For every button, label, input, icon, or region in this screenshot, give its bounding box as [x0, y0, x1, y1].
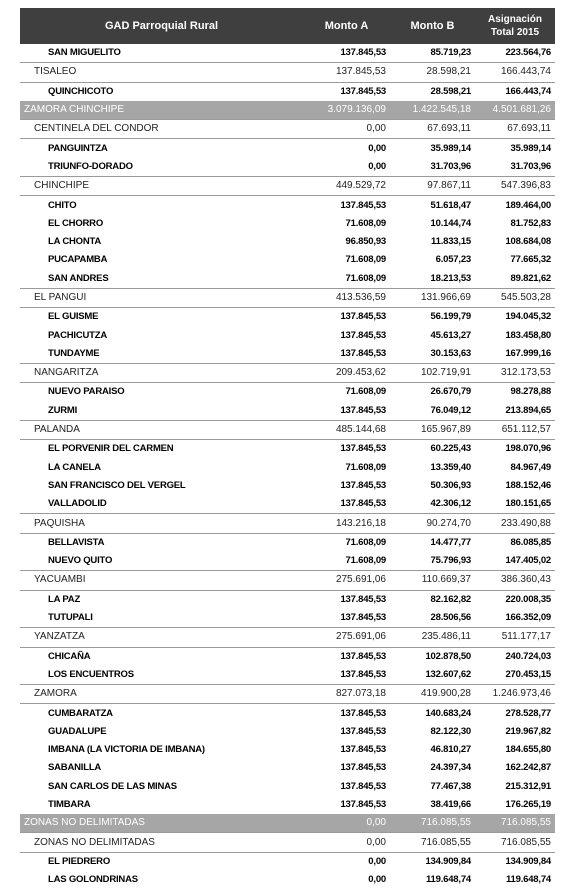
monto-a-cell: 0,00: [303, 833, 390, 852]
parish-row: [20, 308, 555, 327]
row-name-cell: CHICAÑA: [20, 647, 303, 666]
row-name-cell: QUINCHICOTO: [20, 82, 303, 101]
row-name-cell: CHITO: [20, 196, 303, 215]
row-name-cell: VALLADOLID: [20, 495, 303, 514]
total-cell: 81.752,83: [475, 215, 555, 233]
total-cell: 86.085,85: [475, 533, 555, 552]
total-cell: 213.894,65: [475, 402, 555, 421]
row-name-cell: ZONAS NO DELIMITADAS: [20, 833, 303, 852]
monto-a-cell: 449.529,72: [303, 177, 390, 196]
row-name-cell: NUEVO PARAISO: [20, 383, 303, 402]
monto-b-cell: 77.467,38: [390, 778, 475, 796]
row-name-cell: EL PORVENIR DEL CARMEN: [20, 440, 303, 459]
parish-row: [20, 778, 555, 796]
row-name-cell: PUCAPAMBA: [20, 251, 303, 269]
total-cell: 651.112,57: [475, 420, 555, 439]
row-name-cell: PANGUINTZA: [20, 139, 303, 158]
header-asignacion-total: [475, 8, 555, 44]
row-name-cell: PACHICUTZA: [20, 326, 303, 344]
total-cell: 180.151,65: [475, 495, 555, 514]
monto-b-cell: 85.719,23: [390, 44, 475, 63]
monto-a-cell: 209.453,62: [303, 364, 390, 383]
canton-row: [20, 63, 555, 82]
monto-b-cell: 30.153,63: [390, 345, 475, 364]
total-cell: 716.085,55: [475, 814, 555, 833]
total-cell: 166.443,74: [475, 82, 555, 101]
row-name-cell: IMBANA (LA VICTORIA DE IMBANA): [20, 741, 303, 759]
monto-b-cell: 82.162,82: [390, 590, 475, 609]
monto-a-cell: 137.845,53: [303, 741, 390, 759]
monto-a-cell: 137.845,53: [303, 778, 390, 796]
monto-a-cell: 137.845,53: [303, 647, 390, 666]
monto-b-cell: 45.613,27: [390, 326, 475, 344]
total-cell: 176.265,19: [475, 796, 555, 814]
table-header-row: [20, 8, 555, 44]
monto-a-cell: 137.845,53: [303, 477, 390, 495]
monto-b-cell: 102.719,91: [390, 364, 475, 383]
row-name-cell: LA CHONTA: [20, 233, 303, 251]
monto-b-cell: 26.670,79: [390, 383, 475, 402]
total-cell: 134.909,84: [475, 852, 555, 871]
monto-a-cell: 0,00: [303, 871, 390, 889]
monto-b-cell: 110.669,37: [390, 571, 475, 590]
parish-row: [20, 759, 555, 777]
parish-row: [20, 552, 555, 571]
canton-row: [20, 364, 555, 383]
total-cell: 31.703,96: [475, 158, 555, 177]
canton-row: [20, 685, 555, 704]
monto-b-cell: 11.833,15: [390, 233, 475, 251]
parish-row: [20, 723, 555, 741]
row-name-cell: LA PAZ: [20, 590, 303, 609]
monto-b-cell: 14.477,77: [390, 533, 475, 552]
parish-row: [20, 590, 555, 609]
parish-row: [20, 440, 555, 459]
parish-row: [20, 251, 555, 269]
row-name-cell: EL PANGUI: [20, 288, 303, 307]
row-name-cell: SAN FRANCISCO DEL VERGEL: [20, 477, 303, 495]
row-name-cell: LAS GOLONDRINAS: [20, 871, 303, 889]
monto-b-cell: 56.199,79: [390, 308, 475, 327]
monto-a-cell: 137.845,53: [303, 666, 390, 685]
row-name-cell: SABANILLA: [20, 759, 303, 777]
total-cell: 233.490,88: [475, 514, 555, 533]
parish-row: [20, 158, 555, 177]
row-name-cell: NUEVO QUITO: [20, 552, 303, 571]
monto-b-cell: 140.683,24: [390, 704, 475, 723]
header-gad-parroquial: GAD Parroquial Rural: [20, 8, 303, 44]
row-name-cell: CHINCHIPE: [20, 177, 303, 196]
parish-row: [20, 345, 555, 364]
row-name-cell: LA CANELA: [20, 459, 303, 477]
total-cell: 716.085,55: [475, 833, 555, 852]
total-cell: 547.396,83: [475, 177, 555, 196]
parish-row: [20, 139, 555, 158]
row-name-cell: TUTUPALI: [20, 609, 303, 628]
monto-b-cell: 97.867,11: [390, 177, 475, 196]
row-name-cell: ZURMI: [20, 402, 303, 421]
row-name-cell: EL GUISME: [20, 308, 303, 327]
parish-row: [20, 495, 555, 514]
total-cell: 188.152,46: [475, 477, 555, 495]
total-cell: 223.564,76: [475, 44, 555, 63]
total-cell: 89.821,62: [475, 270, 555, 289]
row-name-cell: YANZATZA: [20, 628, 303, 647]
total-cell: 219.967,82: [475, 723, 555, 741]
monto-b-cell: 76.049,12: [390, 402, 475, 421]
monto-a-cell: 0,00: [303, 139, 390, 158]
total-cell: 84.967,49: [475, 459, 555, 477]
canton-row: [20, 833, 555, 852]
monto-a-cell: 71.608,09: [303, 215, 390, 233]
monto-a-cell: 413.536,59: [303, 288, 390, 307]
monto-a-cell: 275.691,06: [303, 628, 390, 647]
monto-a-cell: 71.608,09: [303, 251, 390, 269]
parish-row: [20, 402, 555, 421]
monto-a-cell: 0,00: [303, 120, 390, 139]
canton-row: [20, 628, 555, 647]
monto-a-cell: 137.845,53: [303, 196, 390, 215]
canton-row: [20, 514, 555, 533]
parish-row: [20, 215, 555, 233]
total-cell: 98.278,88: [475, 383, 555, 402]
monto-b-cell: 18.213,53: [390, 270, 475, 289]
monto-a-cell: 137.845,53: [303, 308, 390, 327]
monto-b-cell: 716.085,55: [390, 814, 475, 833]
monto-a-cell: 137.845,53: [303, 440, 390, 459]
monto-b-cell: 1.422.545,18: [390, 101, 475, 120]
row-name-cell: SAN ANDRES: [20, 270, 303, 289]
monto-a-cell: 137.845,53: [303, 44, 390, 63]
total-cell: 35.989,14: [475, 139, 555, 158]
total-cell: 183.458,80: [475, 326, 555, 344]
monto-b-cell: 51.618,47: [390, 196, 475, 215]
total-cell: 189.464,00: [475, 196, 555, 215]
parish-row: [20, 871, 555, 889]
row-name-cell: EL PIEDRERO: [20, 852, 303, 871]
monto-a-cell: 137.845,53: [303, 402, 390, 421]
monto-a-cell: 137.845,53: [303, 609, 390, 628]
parish-row: [20, 741, 555, 759]
row-name-cell: BELLAVISTA: [20, 533, 303, 552]
total-cell: 67.693,11: [475, 120, 555, 139]
parish-row: [20, 666, 555, 685]
parish-row: [20, 270, 555, 289]
row-name-cell: PALANDA: [20, 420, 303, 439]
monto-a-cell: 96.850,93: [303, 233, 390, 251]
row-name-cell: CUMBARATZA: [20, 704, 303, 723]
parish-row: [20, 326, 555, 344]
monto-b-cell: 67.693,11: [390, 120, 475, 139]
total-cell: 198.070,96: [475, 440, 555, 459]
monto-a-cell: 137.845,53: [303, 704, 390, 723]
monto-a-cell: 137.845,53: [303, 796, 390, 814]
row-name-cell: SAN CARLOS DE LAS MINAS: [20, 778, 303, 796]
parish-row: [20, 82, 555, 101]
monto-b-cell: 134.909,84: [390, 852, 475, 871]
row-name-cell: TRIUNFO-DORADO: [20, 158, 303, 177]
monto-b-cell: 42.306,12: [390, 495, 475, 514]
parish-row: [20, 383, 555, 402]
header-total-line1: Asignación: [488, 14, 542, 25]
row-name-cell: EL CHORRO: [20, 215, 303, 233]
monto-b-cell: 132.607,62: [390, 666, 475, 685]
total-cell: 4.501.681,26: [475, 101, 555, 120]
parish-row: [20, 44, 555, 63]
canton-row: [20, 177, 555, 196]
monto-b-cell: 60.225,43: [390, 440, 475, 459]
monto-a-cell: 71.608,09: [303, 552, 390, 571]
monto-a-cell: 143.216,18: [303, 514, 390, 533]
monto-a-cell: 0,00: [303, 852, 390, 871]
total-cell: 278.528,77: [475, 704, 555, 723]
monto-b-cell: 13.359,40: [390, 459, 475, 477]
monto-b-cell: 102.878,50: [390, 647, 475, 666]
total-cell: 184.655,80: [475, 741, 555, 759]
monto-b-cell: 6.057,23: [390, 251, 475, 269]
monto-a-cell: 3.079.136,09: [303, 101, 390, 120]
row-name-cell: NANGARITZA: [20, 364, 303, 383]
row-name-cell: CENTINELA DEL CONDOR: [20, 120, 303, 139]
parish-row: [20, 233, 555, 251]
monto-a-cell: 71.608,09: [303, 383, 390, 402]
header-monto-a: Monto A: [303, 8, 390, 44]
canton-row: [20, 571, 555, 590]
row-name-cell: ZAMORA: [20, 685, 303, 704]
parish-row: [20, 647, 555, 666]
header-monto-b: Monto B: [390, 8, 475, 44]
row-name-cell: SAN MIGUELITO: [20, 44, 303, 63]
monto-b-cell: 82.122,30: [390, 723, 475, 741]
monto-b-cell: 75.796,93: [390, 552, 475, 571]
parish-row: [20, 609, 555, 628]
parish-row: [20, 852, 555, 871]
monto-b-cell: 28.598,21: [390, 63, 475, 82]
parish-row: [20, 477, 555, 495]
monto-a-cell: 0,00: [303, 814, 390, 833]
monto-a-cell: 137.845,53: [303, 495, 390, 514]
total-cell: 386.360,43: [475, 571, 555, 590]
total-cell: 511.177,17: [475, 628, 555, 647]
total-cell: 312.173,53: [475, 364, 555, 383]
total-cell: 162.242,87: [475, 759, 555, 777]
monto-a-cell: 275.691,06: [303, 571, 390, 590]
row-name-cell: TUNDAYME: [20, 345, 303, 364]
monto-b-cell: 31.703,96: [390, 158, 475, 177]
total-cell: 270.453,15: [475, 666, 555, 685]
monto-b-cell: 90.274,70: [390, 514, 475, 533]
monto-a-cell: 827.073,18: [303, 685, 390, 704]
row-name-cell: GUADALUPE: [20, 723, 303, 741]
monto-a-cell: 137.845,53: [303, 82, 390, 101]
canton-row: [20, 420, 555, 439]
row-name-cell: TISALEO: [20, 63, 303, 82]
row-name-cell: PAQUISHA: [20, 514, 303, 533]
monto-b-cell: 28.598,21: [390, 82, 475, 101]
row-name-cell: TIMBARA: [20, 796, 303, 814]
allocation-sheet: [20, 8, 555, 889]
total-cell: 1.246.973,46: [475, 685, 555, 704]
monto-a-cell: 137.845,53: [303, 723, 390, 741]
monto-b-cell: 235.486,11: [390, 628, 475, 647]
allocation-table: [20, 8, 555, 889]
row-name-cell: LOS ENCUENTROS: [20, 666, 303, 685]
row-name-cell: ZAMORA CHINCHIPE: [20, 101, 303, 120]
monto-b-cell: 28.506,56: [390, 609, 475, 628]
parish-row: [20, 533, 555, 552]
row-name-cell: ZONAS NO DELIMITADAS: [20, 814, 303, 833]
total-cell: 215.312,91: [475, 778, 555, 796]
parish-row: [20, 459, 555, 477]
monto-a-cell: 137.845,53: [303, 326, 390, 344]
canton-row: [20, 120, 555, 139]
total-cell: 166.352,09: [475, 609, 555, 628]
monto-a-cell: 137.845,53: [303, 63, 390, 82]
total-cell: 147.405,02: [475, 552, 555, 571]
total-cell: 194.045,32: [475, 308, 555, 327]
monto-b-cell: 50.306,93: [390, 477, 475, 495]
monto-a-cell: 71.608,09: [303, 459, 390, 477]
parish-row: [20, 704, 555, 723]
monto-a-cell: 71.608,09: [303, 270, 390, 289]
total-cell: 220.008,35: [475, 590, 555, 609]
province-row: [20, 101, 555, 120]
monto-a-cell: 485.144,68: [303, 420, 390, 439]
monto-b-cell: 131.966,69: [390, 288, 475, 307]
canton-row: [20, 288, 555, 307]
total-cell: 119.648,74: [475, 871, 555, 889]
total-cell: 108.684,08: [475, 233, 555, 251]
header-total-line2: Total 2015: [490, 27, 540, 38]
monto-b-cell: 419.900,28: [390, 685, 475, 704]
monto-b-cell: 10.144,74: [390, 215, 475, 233]
parish-row: [20, 796, 555, 814]
monto-a-cell: 0,00: [303, 158, 390, 177]
total-cell: 240.724,03: [475, 647, 555, 666]
monto-a-cell: 137.845,53: [303, 590, 390, 609]
monto-b-cell: 38.419,66: [390, 796, 475, 814]
monto-b-cell: 716.085,55: [390, 833, 475, 852]
total-cell: 545.503,28: [475, 288, 555, 307]
total-cell: 77.665,32: [475, 251, 555, 269]
total-cell: 167.999,16: [475, 345, 555, 364]
table-body: [20, 44, 555, 889]
row-name-cell: YACUAMBI: [20, 571, 303, 590]
parish-row: [20, 196, 555, 215]
monto-b-cell: 46.810,27: [390, 741, 475, 759]
monto-b-cell: 24.397,34: [390, 759, 475, 777]
total-cell: 166.443,74: [475, 63, 555, 82]
monto-b-cell: 165.967,89: [390, 420, 475, 439]
monto-b-cell: 119.648,74: [390, 871, 475, 889]
province-row: [20, 814, 555, 833]
monto-b-cell: 35.989,14: [390, 139, 475, 158]
monto-a-cell: 137.845,53: [303, 345, 390, 364]
monto-a-cell: 71.608,09: [303, 533, 390, 552]
monto-a-cell: 137.845,53: [303, 759, 390, 777]
